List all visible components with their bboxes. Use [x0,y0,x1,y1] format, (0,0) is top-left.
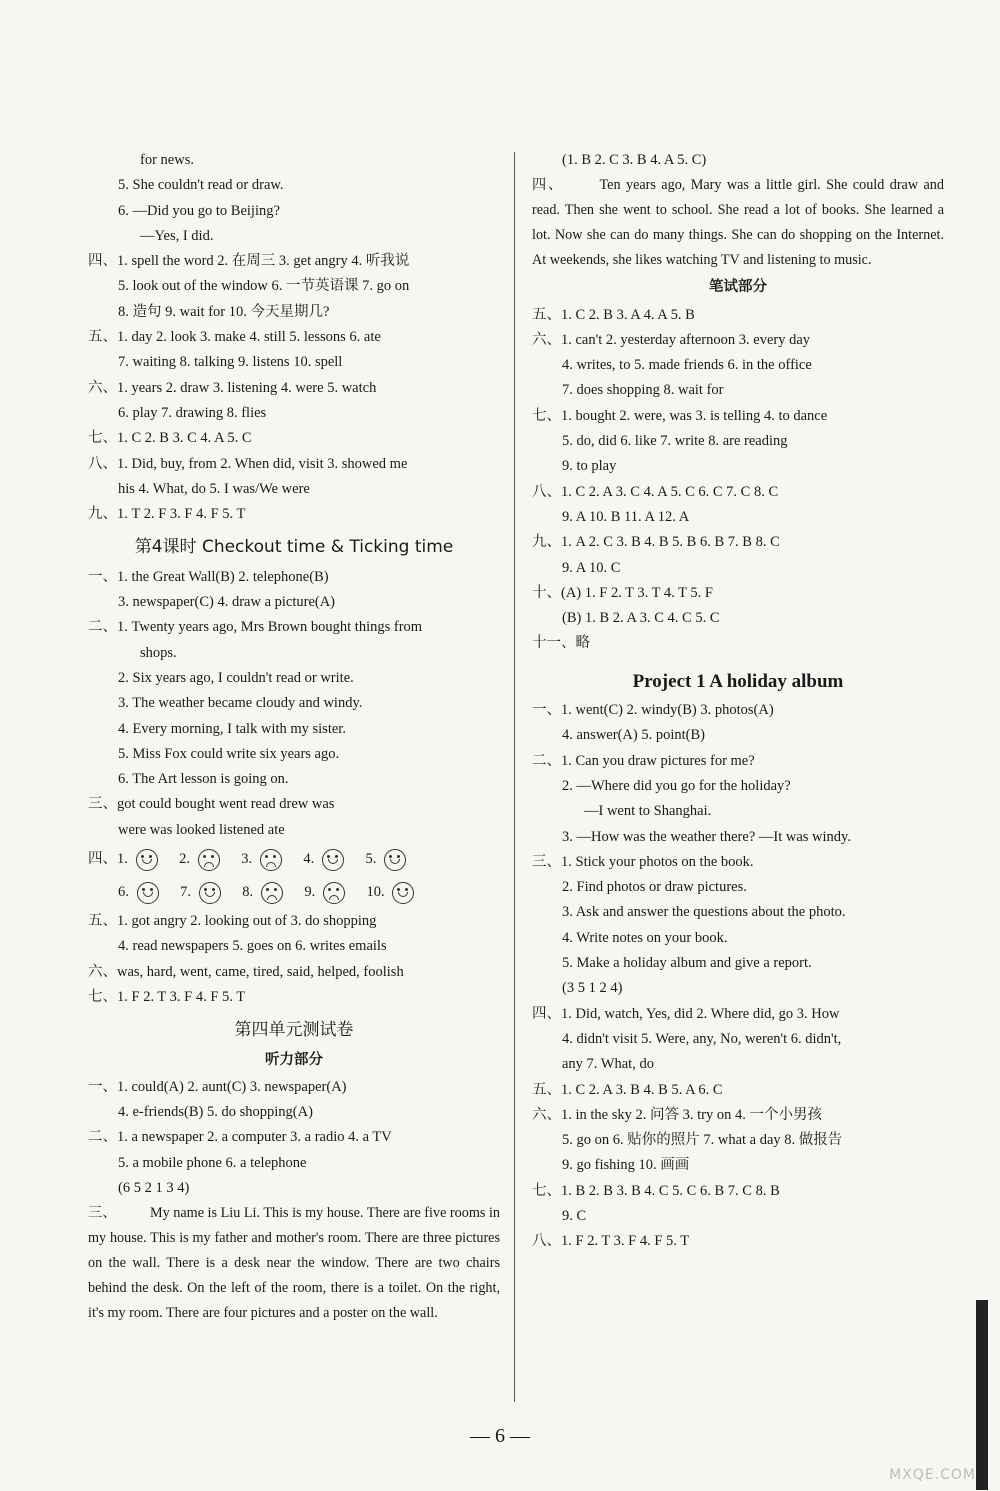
answer-line: 八、1. F 2. T 3. F 4. F 5. T [532,1233,690,1250]
faces-row-1 [88,843,500,875]
face-number: 10. [366,884,385,901]
face-number: 8. [242,884,254,901]
answer-line: 二、1. Twenty years ago, Mrs Brown bought things from [88,619,423,636]
answer-line: 3. Ask and answer the questions about the photo. [562,904,846,921]
answer-line: 9. to play [562,458,617,475]
answer-line: 6. The Art lesson is going on. [118,771,289,788]
answer-line: 4. Write notes on your book. [562,929,728,946]
answer-line: 6. —Did you go to Beijing? [118,202,280,219]
subheading-written: 笔试部分 [709,279,767,296]
answer-line: 9. go fishing 10. 画画 [562,1157,690,1174]
sad-face-icon [260,849,282,871]
answer-line: 八、1. C 2. A 3. C 4. A 5. C 6. C 7. C 8. C [532,483,779,500]
answer-line: 5. look out of the window 6. 一节英语课 7. go on [118,278,410,295]
answer-line: 七、1. C 2. B 3. C 4. A 5. C [88,430,252,447]
answer-line: 四、1. spell the word 2. 在周三 3. get angry 4. 听我说 [88,253,410,270]
answer-line: any 7. What, do [562,1056,654,1073]
page-number: — 6 — [470,1425,530,1447]
answer-line: 三、1. Stick your photos on the book. [532,853,754,870]
listening-passage [88,1201,500,1326]
answer-line: 六、was, hard, went, came, tired, said, helped, foolish [88,963,404,980]
answer-line: 8. 造句 9. wait for 10. 今天星期几? [118,303,330,320]
smile-face-icon [322,849,344,871]
answer-line: shops. [140,644,177,661]
answer-line: 3. The weather became cloudy and windy. [118,695,363,712]
answer-line: 六、1. years 2. draw 3. listening 4. were 5. watch [88,379,377,396]
answer-line: 八、1. Did, buy, from 2. When did, visit 3. showed me [88,455,408,472]
left-column [88,148,500,1326]
smile-face-icon [392,882,414,904]
section-heading-project1: Project 1 A holiday album [632,670,844,692]
answer-line: 5. Miss Fox could write six years ago. [118,745,340,762]
answer-line: 二、1. a newspaper 2. a computer 3. a radio 4. a TV [88,1129,392,1146]
passage-text: My name is Liu Li. This is my house. There are five rooms in my house. This is my father and mother's room. There are three pictures on the wall. There is a desk near the window. There are two chairs behind the desk. On the left of the room, there is a toilet. On the right, it's my room. There are four pictures and a poster on the wall. [88,1205,500,1322]
sad-face-icon [323,882,345,904]
section-heading-unit4-test: 第四单元测试卷 [234,1020,354,1041]
answer-line: 5. Make a holiday album and give a report. [562,955,812,972]
answer-line: 一、1. could(A) 2. aunt(C) 3. newspaper(A) [88,1078,347,1095]
answer-line: 4. read newspapers 5. goes on 6. writes emails [118,938,387,955]
answer-line: 七、1. F 2. T 3. F 4. F 5. T [88,988,246,1005]
section-heading-lesson4: 第4课时 Checkout time & Ticking time [134,537,454,558]
faces-row-2 [88,875,500,909]
answer-line: 3. —How was the weather there? —It was windy. [562,828,851,845]
answer-line: for news. [140,152,194,168]
face-number: 4. [303,851,315,868]
smile-face-icon [199,882,221,904]
answer-line: 四、1. Did, watch, Yes, did 2. Where did, go 3. How [532,1005,840,1022]
watermark: MXQE.COM [889,1467,976,1483]
answer-line: 9. A 10. C [562,559,621,576]
answer-line: 4. didn't visit 5. Were, any, No, weren't 6. didn't, [562,1030,842,1047]
answer-line: 5. She couldn't read or draw. [118,177,284,194]
answer-line: 5. go on 6. 贴你的照片 7. what a day 8. 做报告 [562,1132,843,1149]
answer-line: 三、got could bought went read drew was [88,796,335,813]
passage-text: Ten years ago, Mary was a little girl. She could draw and read. Then she went to school. She read a lot of books. She learned a lot. Now she can do many things. She can do shopping on the Internet. At weekends, she likes watching TV and listening to music. [532,177,944,269]
answer-line: 2. —Where did you go for the holiday? [562,777,791,794]
answer-line: 5. do, did 6. like 7. write 8. are reading [562,433,788,450]
answer-line: 3. newspaper(C) 4. draw a picture(A) [118,594,336,611]
smile-face-icon [136,849,158,871]
answer-line: 十、(A) 1. F 2. T 3. T 4. T 5. F [532,584,713,601]
answer-line: (6 5 2 1 3 4) [118,1179,190,1196]
answer-line: 6. play 7. drawing 8. flies [118,404,267,421]
answer-line: 4. answer(A) 5. point(B) [562,727,705,744]
answer-line: 五、1. day 2. look 3. make 4. still 5. lessons 6. ate [88,329,381,346]
answer-line: 二、1. Can you draw pictures for me? [532,752,755,769]
answer-line: 五、1. C 2. A 3. B 4. B 5. A 6. C [532,1081,723,1098]
answer-line: —Yes, I did. [140,227,214,244]
face-number: 6. [118,884,129,901]
answer-line: (B) 1. B 2. A 3. C 4. C 5. C [562,610,720,627]
answer-line: 一、1. went(C) 2. windy(B) 3. photos(A) [532,702,774,719]
answer-line: 2. Find photos or draw pictures. [562,879,747,896]
smile-face-icon [137,882,159,904]
answer-line: 4. Every morning, I talk with my sister. [118,720,346,737]
answer-line: 九、1. T 2. F 3. F 4. F 5. T [88,506,246,523]
answer-line: 9. A 10. B 11. A 12. A [562,508,690,525]
answer-line: 7. waiting 8. talking 9. listens 10. spell [118,354,343,371]
answer-line: 七、1. bought 2. were, was 3. is telling 4. to dance [532,407,828,424]
column-divider [514,152,515,1402]
smile-face-icon [384,849,406,871]
answer-line: 十一、略 [532,635,590,652]
answer-line: (1. B 2. C 3. B 4. A 5. C) [562,152,707,168]
listening-passage [532,173,944,273]
passage-label: 三、 [88,1205,117,1222]
answer-line: (3 5 1 2 4) [562,980,623,997]
face-number: 5. [365,851,377,868]
answer-line: 9. C [562,1207,587,1224]
subheading-listening: 听力部分 [265,1051,323,1068]
answer-line: 2. Six years ago, I couldn't read or write. [118,669,354,686]
answer-line: 一、1. the Great Wall(B) 2. telephone(B) [88,568,329,585]
answer-line: —I went to Shanghai. [584,803,712,820]
answer-line: 5. a mobile phone 6. a telephone [118,1154,307,1171]
answer-line: were was looked listened ate [118,821,285,838]
face-number: 3. [241,851,253,868]
answer-line: 九、1. A 2. C 3. B 4. B 5. B 6. B 7. B 8. C [532,534,780,551]
right-column [532,148,944,1255]
face-number: 7. [180,884,191,901]
answer-line: 五、1. C 2. B 3. A 4. A 5. B [532,306,695,323]
sad-face-icon [261,882,283,904]
answer-line: 4. e-friends(B) 5. do shopping(A) [118,1104,313,1121]
sad-face-icon [198,849,220,871]
answer-line: 五、1. got angry 2. looking out of 3. do shopping [88,913,377,930]
face-number: 2. [179,851,190,868]
answer-line: 六、1. in the sky 2. 问答 3. try on 4. 一个小男孩 [532,1106,822,1123]
answer-line: his 4. What, do 5. I was/We were [118,480,310,497]
faces-label: 四、1. [88,851,128,868]
face-number: 9. [304,884,316,901]
answer-line: 4. writes, to 5. made friends 6. in the office [562,357,812,374]
answer-line: 7. does shopping 8. wait for [562,382,724,399]
answer-line: 六、1. can't 2. yesterday afternoon 3. every day [532,331,811,348]
passage-label: 四、 [532,177,565,194]
page-edge-bar [976,1300,988,1490]
answer-line: 七、1. B 2. B 3. B 4. C 5. C 6. B 7. C 8. B [532,1182,780,1199]
